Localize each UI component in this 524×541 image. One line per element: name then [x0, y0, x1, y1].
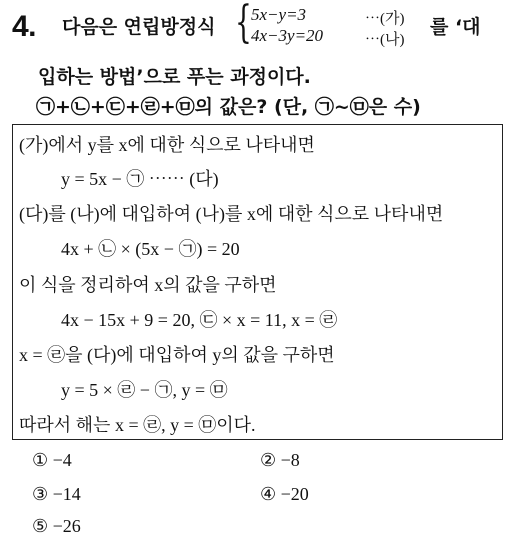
box-line: 따라서 해는 x = ㉣, y = ㉤이다.	[19, 415, 256, 435]
equation-2: 4x−3y=20	[251, 26, 324, 45]
question-number: 4.	[12, 10, 37, 43]
box-line: x = ㉣을 (다)에 대입하여 y의 값을 구하면	[19, 345, 335, 365]
box-line: (가)에서 y를 x에 대한 식으로 나타내면	[19, 135, 315, 155]
choice-1[interactable]: ① −4	[32, 450, 72, 470]
box-line: 4x − 15x + 9 = 20, ㉢ × x = 11, x = ㉣	[61, 310, 338, 330]
question-prefix: 다음은 연립방정식	[62, 16, 216, 38]
box-line: (다)를 (나)에 대입하여 (나)를 x에 대한 식으로 나타내면	[19, 204, 444, 224]
solution-box	[12, 124, 503, 440]
equation-2-label: ⋯(나)	[365, 32, 405, 48]
question-line-1	[62, 12, 215, 39]
box-line: 4x + ㉡ × (5x − ㉠) = 20	[61, 239, 240, 259]
question-line-2: 입하는 방법’으로 푸는 과정이다.	[38, 66, 311, 88]
question-line-3: ㉠+㉡+㉢+㉣+㉤의 값은? (단, ㉠~㉤은 수)	[36, 96, 421, 118]
box-line: 이 식을 정리하여 x의 값을 구하면	[19, 275, 277, 295]
choice-3[interactable]: ③ −14	[32, 484, 81, 504]
equation-system	[235, 0, 435, 48]
box-line: y = 5 × ㉣ − ㉠, y = ㉤	[61, 380, 228, 400]
choice-4[interactable]: ④ −20	[260, 484, 309, 504]
box-line: y = 5x − ㉠ ⋯⋯ (다)	[61, 169, 219, 189]
choice-5[interactable]: ⑤ −26	[32, 516, 81, 536]
choice-2[interactable]: ② −8	[260, 450, 300, 470]
left-brace: {	[235, 0, 252, 48]
question-suffix: 를 ‘대	[430, 16, 481, 38]
equation-1-label: ⋯(가)	[365, 11, 405, 27]
equation-1: 5x−y=3	[251, 5, 307, 24]
